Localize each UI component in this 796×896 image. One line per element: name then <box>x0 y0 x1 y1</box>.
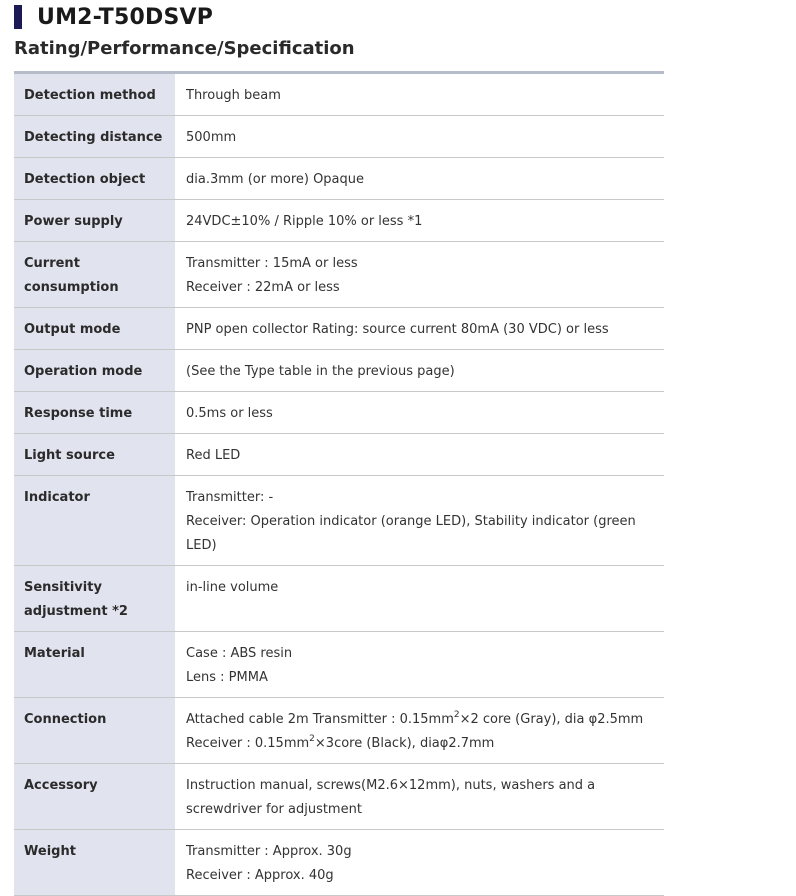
spec-label: Response time <box>14 392 175 434</box>
spec-row-current-consumption <box>14 242 664 308</box>
superscript: 2 <box>309 734 315 744</box>
spec-row-detecting-distance <box>14 116 664 158</box>
spec-value <box>175 764 664 830</box>
spec-value-line: (See the Type table in the previous page) <box>186 364 455 379</box>
spec-label: Sensitivity adjustment *2 <box>14 566 175 632</box>
spec-value-line: Red LED <box>186 448 241 463</box>
product-title-bar <box>14 4 213 30</box>
spec-row-sensitivity-adjustment <box>14 566 664 632</box>
spec-value <box>175 200 664 242</box>
spec-row-detection-method <box>14 73 664 116</box>
spec-value <box>175 392 664 434</box>
spec-row-operation-mode <box>14 350 664 392</box>
spec-value-line: 24VDC±10% / Ripple 10% or less *1 <box>186 214 423 229</box>
connection-text: ×3core (Black), diaφ2.7mm <box>314 736 495 751</box>
spec-value-line: in-line volume <box>186 580 279 595</box>
spec-table <box>14 71 664 896</box>
spec-table-body <box>14 73 664 896</box>
spec-label: Material <box>14 632 175 698</box>
spec-value <box>175 116 664 158</box>
spec-row-light-source <box>14 434 664 476</box>
spec-value-line: 500mm <box>186 130 237 145</box>
spec-label: Detecting distance <box>14 116 175 158</box>
spec-label: Indicator <box>14 476 175 566</box>
spec-label: Weight <box>14 830 175 896</box>
spec-row-connection <box>14 698 664 764</box>
section-heading: Rating/Performance/Specification <box>14 38 355 59</box>
spec-value-line: Receiver : 22mA or less <box>186 280 340 295</box>
spec-value <box>175 350 664 392</box>
spec-label: Current consumption <box>14 242 175 308</box>
spec-label: Operation mode <box>14 350 175 392</box>
spec-value-line: Lens : PMMA <box>186 670 268 685</box>
spec-value-line: Receiver : Approx. 40g <box>186 868 334 883</box>
spec-value <box>175 476 664 566</box>
spec-value-line <box>186 708 654 732</box>
spec-value <box>175 566 664 632</box>
spec-value <box>175 632 664 698</box>
spec-value-line: Case : ABS resin <box>186 646 293 661</box>
spec-value <box>175 830 664 896</box>
superscript: 2 <box>453 710 460 720</box>
spec-value-line: Transmitter : Approx. 30g <box>186 844 352 859</box>
connection-text: ×2 core (Gray), dia φ2.5mm <box>459 712 644 727</box>
spec-row-detection-object <box>14 158 664 200</box>
connection-text: Receiver : 0.15mm <box>186 736 310 751</box>
spec-value-line: PNP open collector Rating: source current 80mA (30 VDC) or less <box>186 322 609 337</box>
spec-row-output-mode <box>14 308 664 350</box>
spec-label: Detection method <box>14 73 175 116</box>
spec-row-accessory <box>14 764 664 830</box>
spec-label: Power supply <box>14 200 175 242</box>
spec-label: Output mode <box>14 308 175 350</box>
spec-row-indicator <box>14 476 664 566</box>
spec-row-weight <box>14 830 664 896</box>
product-title: UM2-T50DSVP <box>37 4 214 30</box>
spec-label: Light source <box>14 434 175 476</box>
spec-value-line: dia.3mm (or more) Opaque <box>186 172 365 187</box>
spec-label: Detection object <box>14 158 175 200</box>
spec-value <box>175 434 664 476</box>
spec-value-line: Receiver: Operation indicator (orange LED), Stability indicator (green LED) <box>186 514 636 553</box>
connection-text: Attached cable 2m Transmitter : 0.15mm <box>186 712 454 727</box>
spec-row-power-supply <box>14 200 664 242</box>
spec-value-line: Through beam <box>186 88 281 103</box>
title-accent-bar <box>14 5 22 29</box>
spec-value-line <box>186 732 654 756</box>
spec-row-material <box>14 632 664 698</box>
spec-value <box>175 308 664 350</box>
spec-value-line: Instruction manual, screws(M2.6×12mm), nuts, washers and a screwdriver for adjustment <box>186 778 596 817</box>
spec-value-line: 0.5ms or less <box>186 406 273 421</box>
spec-value <box>175 73 664 116</box>
spec-row-response-time <box>14 392 664 434</box>
spec-value <box>175 698 664 764</box>
spec-value <box>175 158 664 200</box>
spec-value-line: Transmitter : 15mA or less <box>186 256 358 271</box>
spec-label: Accessory <box>14 764 175 830</box>
spec-value-line: Transmitter: - <box>186 490 274 505</box>
spec-label: Connection <box>14 698 175 764</box>
spec-value <box>175 242 664 308</box>
